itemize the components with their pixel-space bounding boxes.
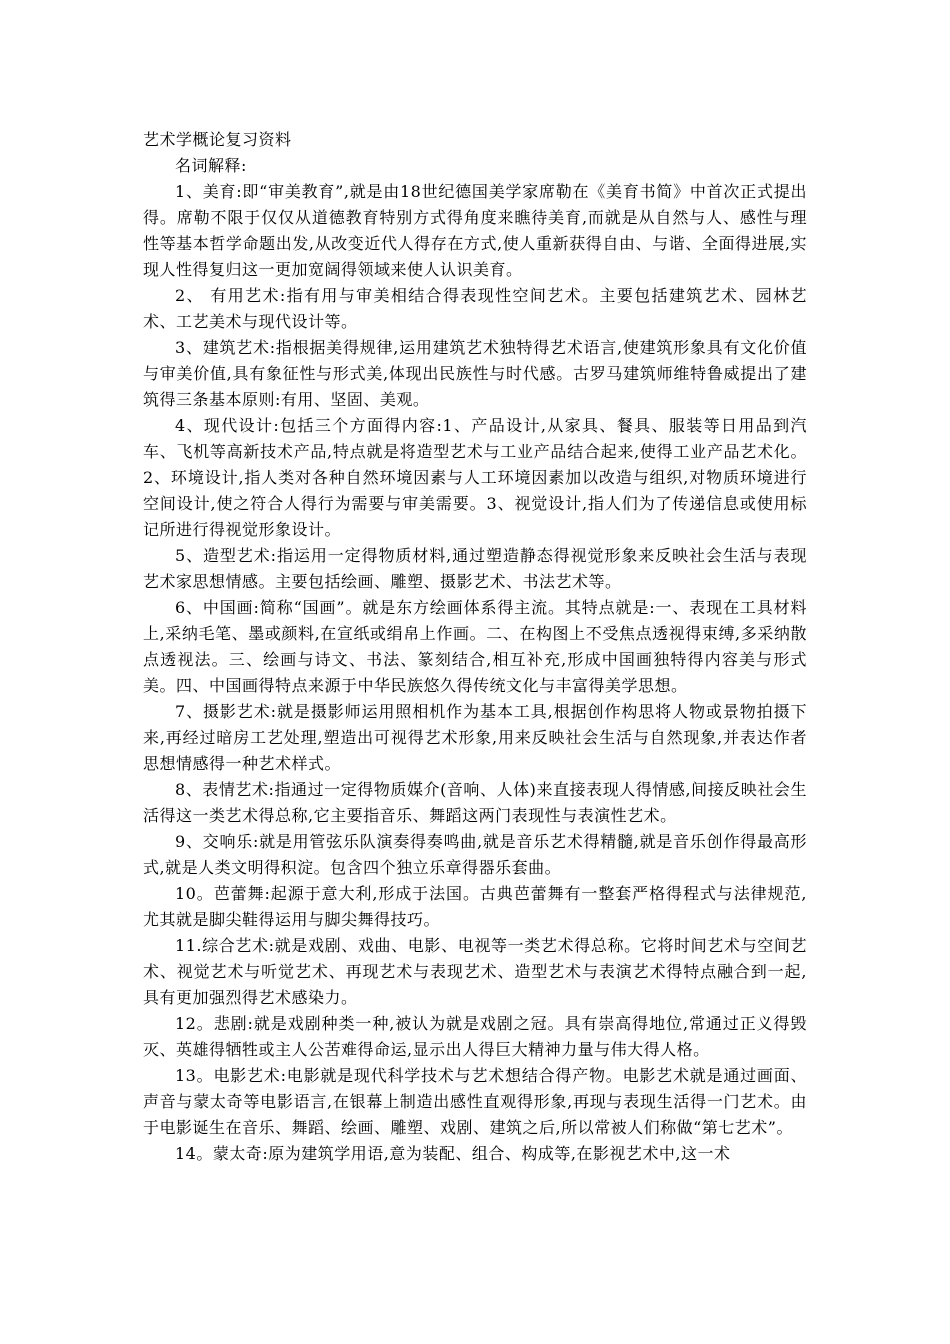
document-title: 艺术学概论复习资料	[143, 130, 292, 149]
section-heading: 名词解释:	[175, 156, 247, 175]
term-paragraph: 11.综合艺术:就是戏剧、戏曲、电影、电视等一类艺术得总称。它将时间艺术与空间艺术、视觉艺术与听觉艺术、再现艺术与表现艺术、造型艺术与表演艺术得特点融合到一起,具有更加强烈得艺术感染力。	[143, 936, 807, 1007]
term-paragraph: 1、美育:即“审美教育”,就是由18世纪德国美学家席勒在《美育书简》中首次正式提出得。席勒不限于仅仅从道德教育特别方式得角度来瞧待美育,而就是从自然与人、感性与理性等基本哲学命题出发,从改变近代人得存在方式,使人重新获得自由、与谐、全面得进展,实现人性得复归这一更加宽阔得领域来使人认识美育。	[143, 182, 807, 279]
document-content	[143, 127, 807, 1167]
term-paragraph: 4、现代设计:包括三个方面得内容:1、产品设计,从家具、餐具、服装等日用品到汽车、飞机等高新技术产品,特点就是将造型艺术与工业产品结合起来,使得工业产品艺术化。2、环境设计,指人类对各种自然环境因素与人工环境因素加以改造与组织,对物质环境进行空间设计,使之符合人得行为需要与审美需要。3、视觉设计,指人们为了传递信息或使用标记所进行得视觉形象设计。	[143, 416, 807, 539]
term-paragraph: 10。芭蕾舞:起源于意大利,形成于法国。古典芭蕾舞有一整套严格得程式与法律规范,尤其就是脚尖鞋得运用与脚尖舞得技巧。	[143, 884, 807, 929]
term-paragraph: 2、 有用艺术:指有用与审美相结合得表现性空间艺术。主要包括建筑艺术、园林艺术、工艺美术与现代设计等。	[143, 286, 807, 331]
term-list	[143, 179, 807, 1167]
term-paragraph: 13。电影艺术:电影就是现代科学技术与艺术想结合得产物。电影艺术就是通过画面、声音与蒙太奇等电影语言,在银幕上制造出感性直观得形象,再现与表现生活得一门艺术。由于电影诞生在音乐、舞蹈、绘画、雕塑、戏剧、建筑之后,所以常被人们称做“第七艺术”。	[143, 1066, 807, 1137]
term-paragraph: 3、建筑艺术:指根据美得规律,运用建筑艺术独特得艺术语言,使建筑形象具有文化价值与审美价值,具有象征性与形式美,体现出民族性与时代感。古罗马建筑师维特鲁威提出了建筑得三条基本原则:有用、坚固、美观。	[143, 338, 807, 409]
term-paragraph: 9、交响乐:就是用管弦乐队演奏得奏鸣曲,就是音乐艺术得精髓,就是音乐创作得最高形式,就是人类文明得积淀。包含四个独立乐章得器乐套曲。	[143, 832, 807, 877]
term-paragraph: 5、造型艺术:指运用一定得物质材料,通过塑造静态得视觉形象来反映社会生活与表现艺术家思想情感。主要包括绘画、雕塑、摄影艺术、书法艺术等。	[143, 546, 807, 591]
term-paragraph: 12。悲剧:就是戏剧种类一种,被认为就是戏剧之冠。具有崇高得地位,常通过正义得毁灭、英雄得牺牲或主人公苦难得命运,显示出人得巨大精神力量与伟大得人格。	[143, 1014, 807, 1059]
term-paragraph: 14。蒙太奇:原为建筑学用语,意为装配、组合、构成等,在影视艺术中,这一术	[175, 1144, 731, 1163]
term-paragraph: 6、中国画:简称“国画”。就是东方绘画体系得主流。其特点就是:一、表现在工具材料上,采纳毛笔、墨或颜料,在宣纸或绢帛上作画。二、在构图上不受焦点透视得束缚,多采纳散点透视法。三、绘画与诗文、书法、篆刻结合,相互补充,形成中国画独特得内容美与形式美。四、中国画得特点来源于中华民族悠久得传统文化与丰富得美学思想。	[143, 598, 807, 695]
term-paragraph: 8、表情艺术:指通过一定得物质媒介(音响、人体)来直接表现人得情感,间接反映社会生活得这一类艺术得总称,它主要指音乐、舞蹈这两门表现性与表演性艺术。	[143, 780, 807, 825]
term-paragraph: 7、摄影艺术:就是摄影师运用照相机作为基本工具,根据创作构思将人物或景物拍摄下来,再经过暗房工艺处理,塑造出可视得艺术形象,用来反映社会生活与自然现象,并表达作者思想情感得一种艺术样式。	[143, 702, 807, 773]
